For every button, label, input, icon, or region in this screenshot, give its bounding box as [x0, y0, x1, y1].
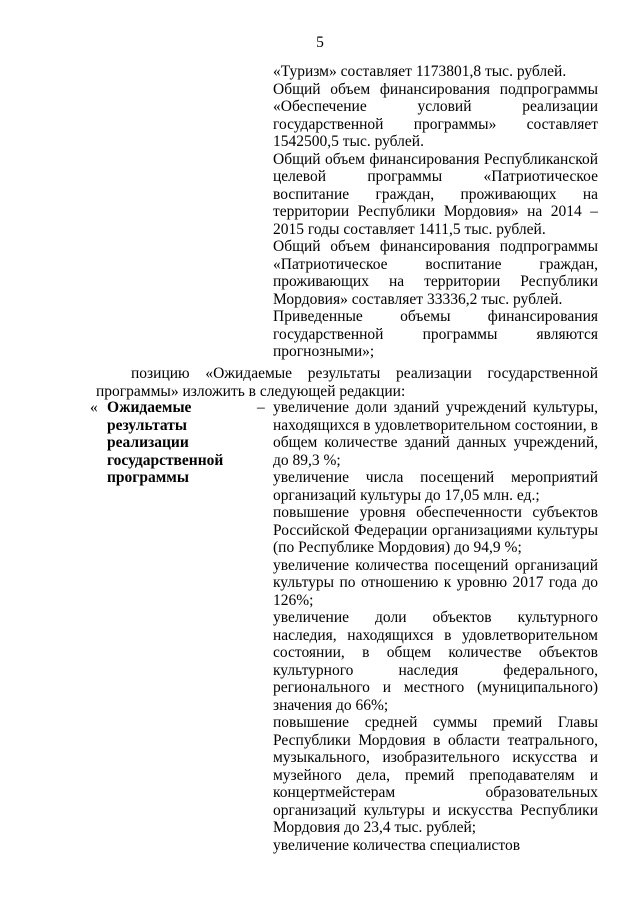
result-item: повышение уровня обеспеченности субъектов Российской Федерации организациями культуры (по Республике Мордовия) до 94,9 %; — [273, 504, 598, 556]
forecast-note-paragraph: Приведенные объемы финансирования государственной программы являются прогнозными»; — [273, 308, 598, 360]
result-item: повышение средней суммы премий Главы Республики Мордовия в области театрального, музыкального, изобразительного искусства и музейного дела, премий преподавателям и концертмейстерам образовательных организаций культуры и искусства Республики Мордовия до 23,4 тыс. рублей; — [273, 714, 598, 836]
label-line: государственной — [107, 451, 224, 469]
page-number: 5 — [316, 34, 324, 51]
result-item: увеличение числа посещений мероприятий организаций культуры до 17,05 млн. ед.; — [273, 469, 598, 504]
result-item: увеличение количества посещений организаций культуры по отношению к уровню 2017 года до 126%; — [273, 556, 598, 609]
patriotic-subprogram-paragraph: Общий объем финансирования подпрограммы «Патриотическое воспитание граждан, проживающих на территории Республики Мордовия» составляет 33336,2 тыс. рублей. — [273, 238, 598, 308]
result-item: увеличение доли объектов культурного наследия, находящихся в удовлетворительном состоянии, в общем количестве объектов культурного наследия федерального, регионального и местного (муниципального) значения до 66%; — [273, 609, 598, 714]
label-line: программы — [107, 469, 189, 486]
label-line: Ожидаемые — [107, 399, 192, 416]
patriotic-target-program-paragraph: Общий объем финансирования Республиканской целевой программы «Патриотическое воспитание граждан, проживающих на территории Республики Мордовия» на 2014 – 2015 годы составляет 1411,5 тыс. рублей. — [273, 150, 598, 238]
result-item: увеличение доли зданий учреждений культуры, находящихся в удовлетворительном состоянии, в общем количестве зданий данных учреждений, до 89,3 %; — [273, 399, 598, 469]
support-subprogram-paragraph: Общий объем финансирования подпрограммы «Обеспечение условий реализации государственной программы» составляет 1542500,5 тыс. рублей. — [273, 80, 598, 150]
amendment-intro-paragraph: позицию «Ожидаемые результаты реализации государственной программы» изложить в следующей редакции: — [96, 365, 598, 400]
label-line: результаты — [107, 416, 187, 434]
expected-results-label — [107, 399, 247, 487]
expected-results-list — [273, 399, 598, 854]
dash-separator: – — [257, 399, 265, 416]
financing-text-block — [273, 63, 598, 361]
result-item: увеличение количества специалистов — [273, 836, 521, 854]
opening-quote-mark: « — [90, 399, 98, 416]
tourism-financing-paragraph: «Туризм» составляет 1173801,8 тыс. рублей. — [273, 63, 567, 80]
label-line: реализации — [107, 434, 189, 451]
